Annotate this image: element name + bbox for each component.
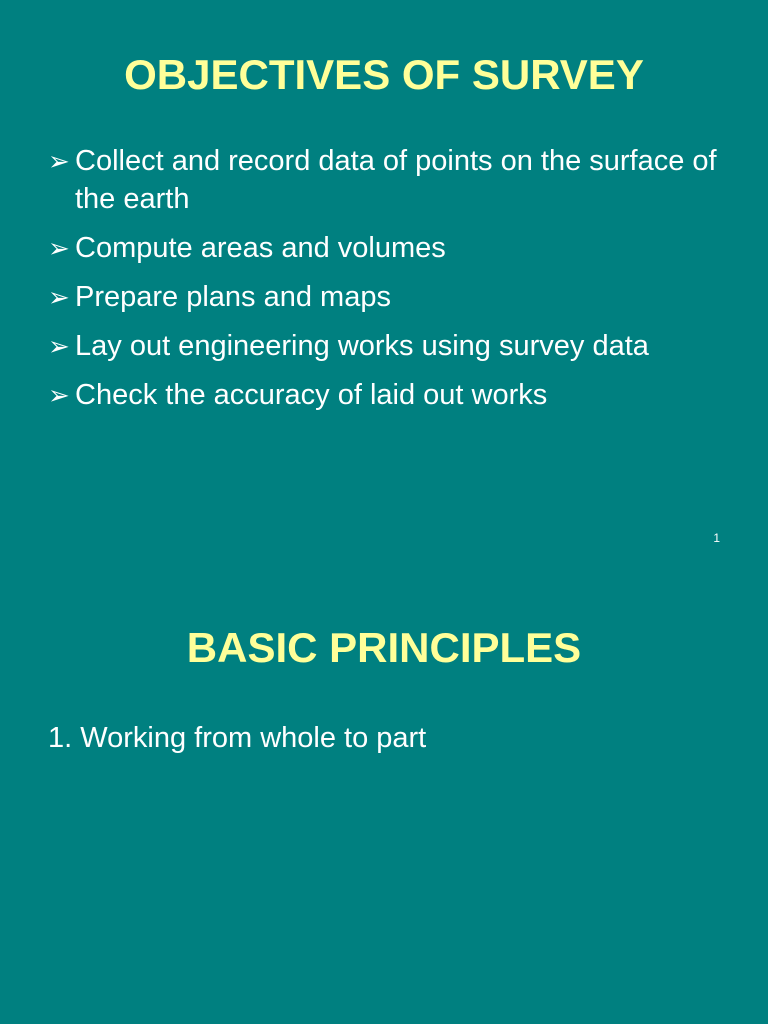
bullet-text: Prepare plans and maps: [75, 281, 391, 313]
numbered-item: 1. Working from whole to part: [48, 722, 427, 754]
arrow-bullet-icon: ➢: [48, 380, 70, 410]
arrow-bullet-icon: ➢: [48, 282, 70, 312]
bullet-item: [48, 142, 728, 218]
slide-title: OBJECTIVES OF SURVEY: [124, 51, 644, 98]
bullet-item: [48, 229, 728, 267]
page-number: 1: [713, 531, 720, 545]
slide-title: BASIC PRINCIPLES: [186, 624, 582, 671]
bullet-text: Collect and record data of points on the surface of the earth: [75, 145, 717, 215]
bullet-text: Check the accuracy of laid out works: [75, 379, 548, 411]
bullet-item: [48, 327, 728, 365]
bullet-text: Lay out engineering works using survey data: [75, 330, 649, 362]
bullet-item: [48, 376, 728, 414]
arrow-bullet-icon: ➢: [48, 331, 70, 361]
arrow-bullet-icon: ➢: [48, 146, 70, 176]
bullet-text: Compute areas and volumes: [75, 232, 446, 264]
arrow-bullet-icon: ➢: [48, 233, 70, 263]
bullet-item: [48, 278, 728, 316]
slide-basic-principles: [0, 565, 768, 1024]
bullet-list: [48, 142, 728, 425]
